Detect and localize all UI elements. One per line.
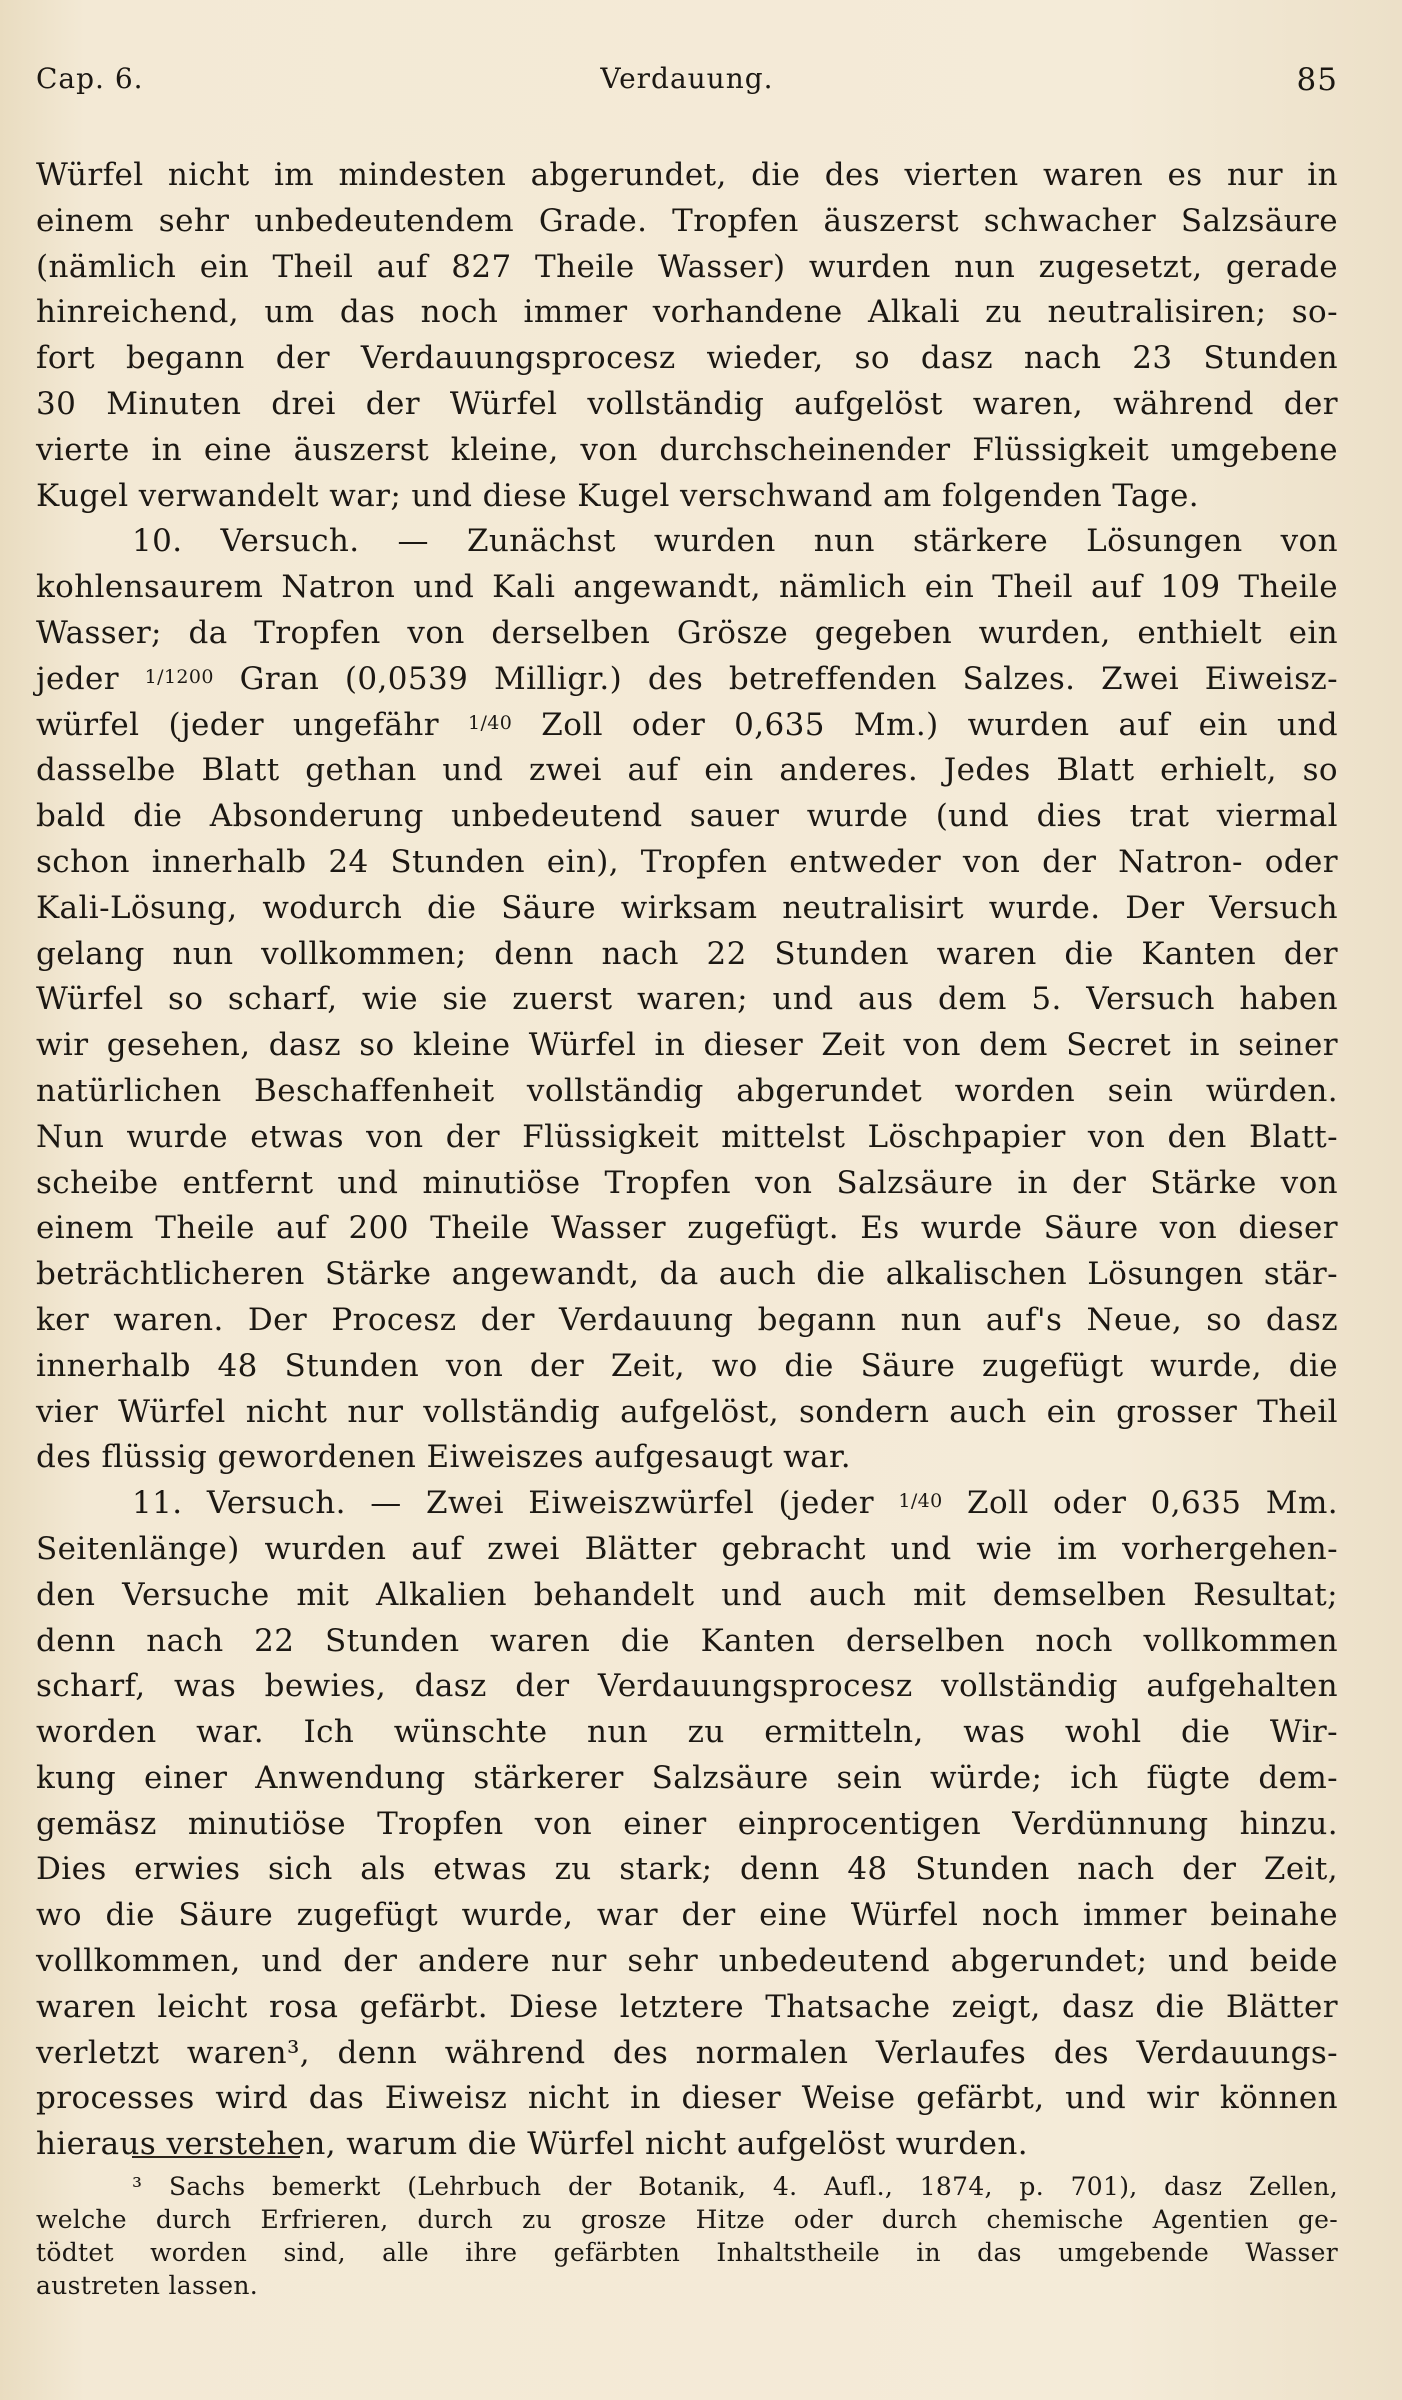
text-line: 10. Versuch. — Zunächst wurden nun stärkere Lösungen von xyxy=(132,523,1338,560)
text-line: Würfel nicht im mindesten abgerundet, die des vierten waren es nur in xyxy=(36,157,1338,193)
text-line: Wasser; da Tropfen von derselben Grösze gegeben wurden, enthielt ein xyxy=(36,614,1338,651)
text-line: Seitenlänge) wurden auf zwei Blätter gebracht und wie im vorhergehen- xyxy=(36,1530,1338,1567)
text-line: wir gesehen, dasz so kleine Würfel in dieser Zeit von dem Secret in seiner xyxy=(36,1027,1338,1064)
footnote-line: ³ Sachs bemerkt (Lehrbuch der Botanik, 4. Aufl., 1874, p. 701), dasz Zellen, xyxy=(132,2172,1338,2201)
text-line: hinreichend, um das noch immer vorhandene Alkali zu neutralisiren; so- xyxy=(36,294,1338,331)
text-line: den Versuche mit Alkalien behandelt und auch mit demselben Resultat; xyxy=(36,1576,1338,1613)
text-line: processes wird das Eiweisz nicht in dieser Weise gefärbt, und wir können xyxy=(36,2080,1338,2117)
footnote-line: welche durch Erfrieren, durch zu grosze Hitze oder durch chemische Agentien ge- xyxy=(36,2205,1338,2234)
footnote-rule xyxy=(132,2156,300,2158)
running-title: Verdauung. xyxy=(600,62,774,95)
text-line: bald die Absonderung unbedeutend sauer wurde (und dies trat viermal xyxy=(36,798,1338,835)
text-line: verletzt waren³, denn während des normalen Verlaufes des Verdauungs- xyxy=(36,2034,1338,2071)
text-line: worden war. Ich wünschte nun zu ermitteln, was wohl die Wir- xyxy=(36,1714,1338,1751)
text-line: vierte in eine äuszerst kleine, von durchscheinender Flüssigkeit umgebene xyxy=(36,431,1338,468)
page-number: 85 xyxy=(1296,62,1338,98)
text-line: gelang nun vollkommen; denn nach 22 Stunden waren die Kanten der xyxy=(36,935,1338,972)
text-line: kung einer Anwendung stärkerer Salzsäure sein würde; ich fügte dem- xyxy=(36,1759,1338,1796)
text-line: Kugel verwandelt war; und diese Kugel verschwand am folgenden Tage. xyxy=(36,477,1199,514)
text-line: beträchtlicheren Stärke angewandt, da auch die alkalischen Lösungen stär- xyxy=(36,1256,1338,1293)
text-line: waren leicht rosa gefärbt. Diese letztere Thatsache zeigt, dasz die Blätter xyxy=(36,1988,1338,2025)
text-line: (nämlich ein Theil auf 827 Theile Wasser) wurden nun zugesetzt, gerade xyxy=(36,248,1338,285)
text-line: denn nach 22 Stunden waren die Kanten derselben noch vollkommen xyxy=(36,1622,1338,1659)
text-line: natürlichen Beschaffenheit vollständig abgerundet worden sein würden. xyxy=(36,1072,1338,1109)
footnote-line: austreten lassen. xyxy=(36,2271,259,2300)
text-line: Dies erwies sich als etwas zu stark; denn 48 Stunden nach der Zeit, xyxy=(36,1851,1338,1888)
text-line: kohlensaurem Natron und Kali angewandt, nämlich ein Theil auf 109 Theile xyxy=(36,569,1338,606)
chapter-label: Cap. 6. xyxy=(36,62,144,95)
text-line: 11. Versuch. — Zwei Eiweiszwürfel (jeder 1/40 Zoll oder 0,635 Mm. xyxy=(132,1485,1338,1522)
text-line: gemäsz minutiöse Tropfen von einer einprocentigen Verdünnung hinzu. xyxy=(36,1805,1338,1842)
text-line: würfel (jeder ungefähr 1/40 Zoll oder 0,635 Mm.) wurden auf ein und xyxy=(36,706,1338,743)
text-line: 30 Minuten drei der Würfel vollständig aufgelöst waren, während der xyxy=(36,385,1338,422)
text-line: Würfel so scharf, wie sie zuerst waren; und aus dem 5. Versuch haben xyxy=(36,981,1338,1018)
text-line: fort begann der Verdauungsprocesz wieder, so dasz nach 23 Stunden xyxy=(36,340,1338,377)
text-line: hieraus verstehen, warum die Würfel nicht aufgelöst wurden. xyxy=(36,2126,1028,2163)
text-line: vier Würfel nicht nur vollständig aufgelöst, sondern auch ein grosser Theil xyxy=(36,1393,1338,1430)
text-line: ker waren. Der Procesz der Verdauung begann nun auf's Neue, so dasz xyxy=(36,1301,1338,1338)
text-line: vollkommen, und der andere nur sehr unbedeutend abgerundet; und beide xyxy=(36,1943,1338,1980)
text-line: Nun wurde etwas von der Flüssigkeit mittelst Löschpapier von den Blatt- xyxy=(36,1118,1338,1155)
text-line: Kali-Lösung, wodurch die Säure wirksam neutralisirt wurde. Der Versuch xyxy=(36,889,1338,926)
text-line: scheibe entfernt und minutiöse Tropfen von Salzsäure in der Stärke von xyxy=(36,1164,1338,1201)
text-line: dasselbe Blatt gethan und zwei auf ein anderes. Jedes Blatt erhielt, so xyxy=(36,752,1338,789)
text-line: schon innerhalb 24 Stunden ein), Tropfen entweder von der Natron- oder xyxy=(36,843,1338,880)
text-line: des flüssig gewordenen Eiweiszes aufgesaugt war. xyxy=(36,1439,852,1476)
body-text xyxy=(36,153,1338,2168)
footnotes xyxy=(36,2170,1338,2302)
running-header xyxy=(36,62,1338,110)
text-line: einem sehr unbedeutendem Grade. Tropfen äuszerst schwacher Salzsäure xyxy=(36,202,1338,239)
footnote-line: tödtet worden sind, alle ihre gefärbten Inhaltstheile in das umgebende Wasser xyxy=(36,2238,1338,2267)
text-line: jeder 1/1200 Gran (0,0539 Milligr.) des betreffenden Salzes. Zwei Eiweisz- xyxy=(36,660,1338,697)
text-line: innerhalb 48 Stunden von der Zeit, wo die Säure zugefügt wurde, die xyxy=(36,1347,1338,1384)
text-line: einem Theile auf 200 Theile Wasser zugefügt. Es wurde Säure von dieser xyxy=(36,1210,1338,1247)
text-line: wo die Säure zugefügt wurde, war der eine Würfel noch immer beinahe xyxy=(36,1897,1338,1934)
text-line: scharf, was bewies, dasz der Verdauungsprocesz vollständig aufgehalten xyxy=(36,1668,1338,1705)
